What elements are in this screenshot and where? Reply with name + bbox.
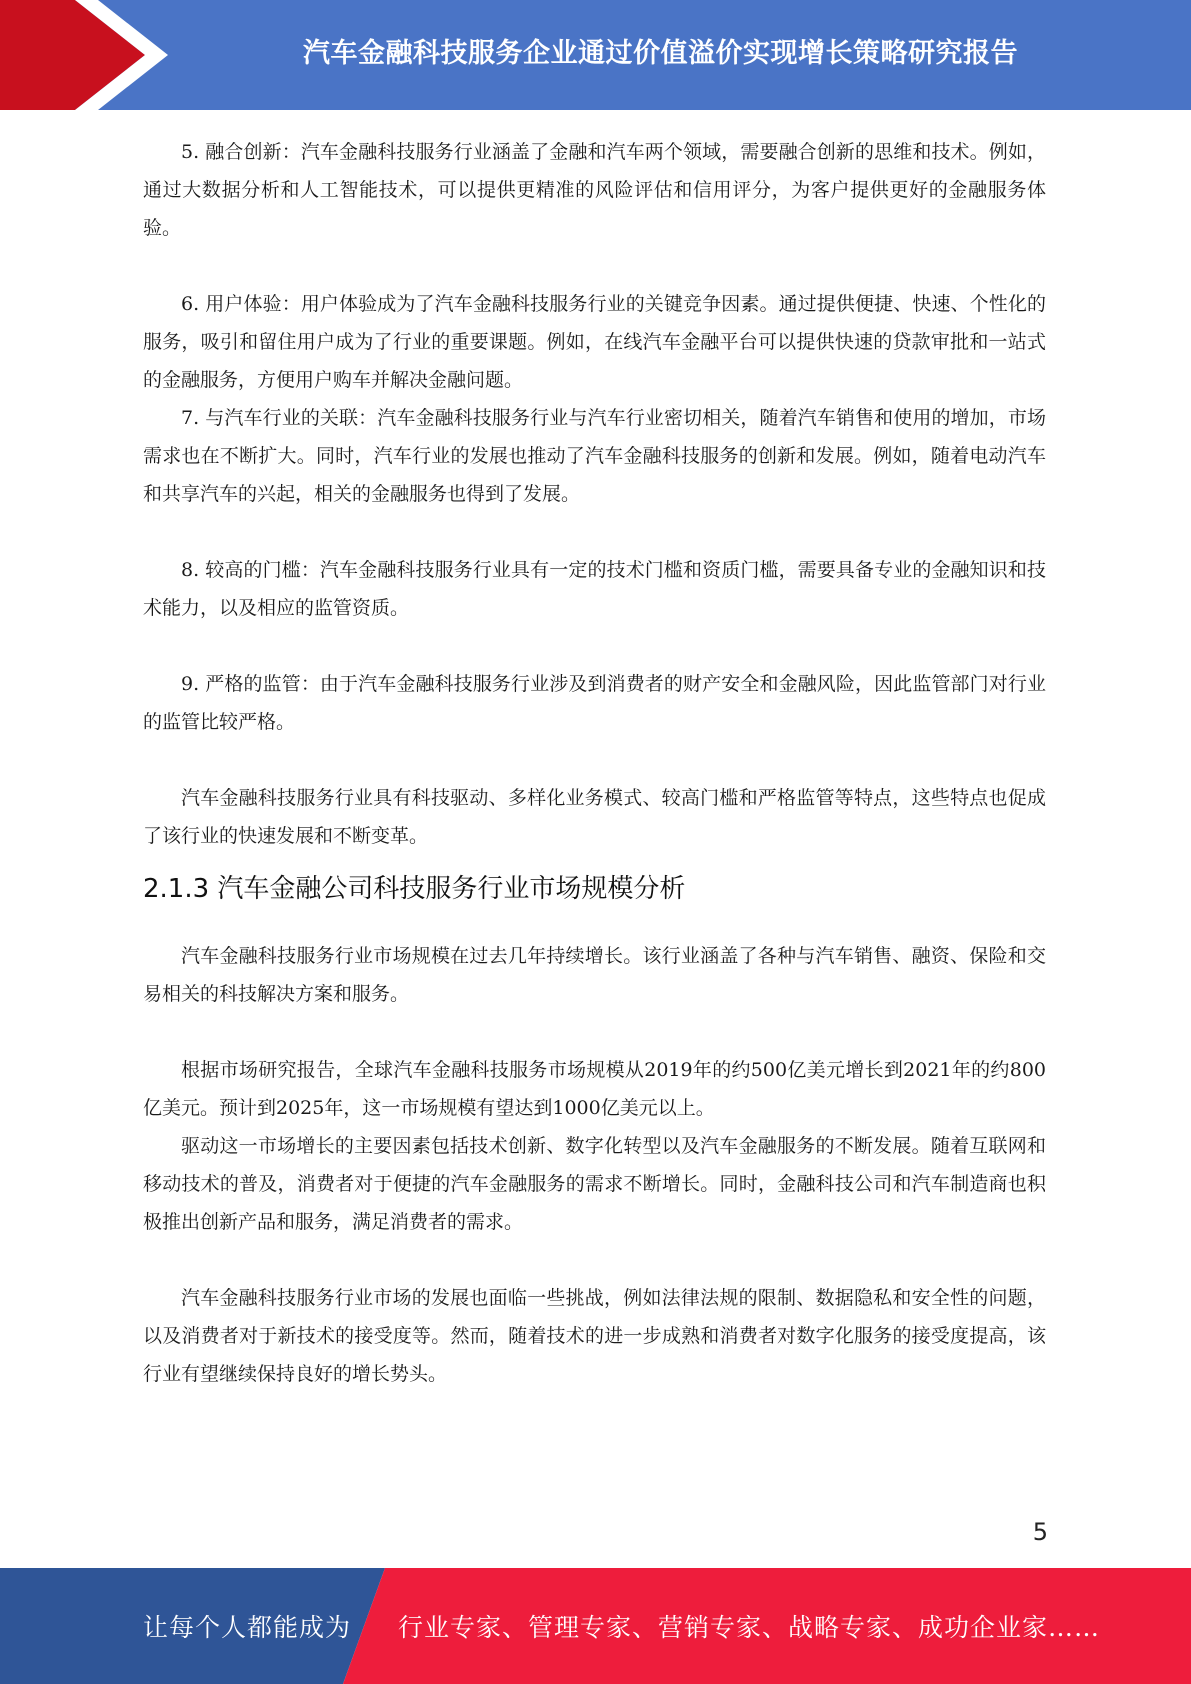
body-paragraph: 8. 较高的门槛：汽车金融科技服务行业具有一定的技术门槛和资质门槛，需要具备专业的金融知识和技术能力，以及相应的监管资质。 — [143, 559, 1046, 619]
paragraph-spacer — [143, 627, 1046, 665]
body-paragraph: 汽车金融科技服务行业市场规模在过去几年持续增长。该行业涵盖了各种与汽车销售、融资、保险和交易相关的科技解决方案和服务。 — [143, 945, 1046, 1005]
footer-slogan-left: 让每个人都能成为 — [143, 1613, 352, 1642]
body-paragraph: 7. 与汽车行业的关联：汽车金融科技服务行业与汽车行业密切相关，随着汽车销售和使用的增加，市场需求也在不断扩大。同时，汽车行业的发展也推动了汽车金融科技服务的创新和发展。例如，随着电动汽车和共享汽车的兴起，相关的金融服务也得到了发展。 — [143, 407, 1046, 505]
section-heading: 2.1.3 汽车金融公司科技服务行业市场规模分析 — [143, 874, 686, 904]
body-paragraph: 9. 严格的监管：由于汽车金融科技服务行业涉及到消费者的财产安全和金融风险，因此监管部门对行业的监管比较严格。 — [143, 673, 1046, 733]
body-paragraph: 汽车金融科技服务行业市场的发展也面临一些挑战，例如法律法规的限制、数据隐私和安全性的问题，以及消费者对于新技术的接受度等。然而，随着技术的进一步成熟和消费者对数字化服务的接受度提高，该行业有望继续保持良好的增长势头。 — [143, 1287, 1046, 1385]
body-paragraph: 汽车金融科技服务行业具有科技驱动、多样化业务模式、较高门槛和严格监管等特点，这些特点也促成了该行业的快速发展和不断变革。 — [143, 787, 1046, 847]
footer-slogan-right: 行业专家、管理专家、营销专家、战略专家、成功企业家…… — [398, 1613, 1101, 1642]
paragraph-spacer — [143, 247, 1046, 285]
page-number: 5 — [1032, 1518, 1048, 1546]
paragraph-spacer — [143, 513, 1046, 551]
document-body — [143, 133, 1046, 1393]
body-paragraph: 6. 用户体验：用户体验成为了汽车金融科技服务行业的关键竞争因素。通过提供便捷、快速、个性化的服务，吸引和留住用户成为了行业的重要课题。例如，在线汽车金融平台可以提供快速的贷款审批和一站式的金融服务，方便用户购车并解决金融问题。 — [143, 293, 1046, 391]
page-footer — [0, 1568, 1191, 1684]
paragraph-spacer — [143, 741, 1046, 779]
body-paragraph: 驱动这一市场增长的主要因素包括技术创新、数字化转型以及汽车金融服务的不断发展。随着互联网和移动技术的普及，消费者对于便捷的汽车金融服务的需求不断增长。同时，金融科技公司和汽车制造商也积极推出创新产品和服务，满足消费者的需求。 — [143, 1135, 1046, 1233]
paragraph-spacer — [143, 1241, 1046, 1279]
body-paragraph: 根据市场研究报告，全球汽车金融科技服务市场规模从2019年的约500亿美元增长到2021年的约800亿美元。预计到2025年，这一市场规模有望达到1000亿美元以上。 — [143, 1059, 1046, 1119]
paragraph-spacer — [143, 1013, 1046, 1051]
header-title: 汽车金融科技服务企业通过价值溢价实现增长策略研究报告 — [303, 37, 1018, 69]
page-header — [0, 0, 1191, 110]
header-red-triangle — [0, 0, 145, 110]
body-paragraph: 5. 融合创新：汽车金融科技服务行业涵盖了金融和汽车两个领域，需要融合创新的思维和技术。例如，通过大数据分析和人工智能技术，可以提供更精准的风险评估和信用评分，为客户提供更好的金融服务体验。 — [143, 141, 1046, 239]
